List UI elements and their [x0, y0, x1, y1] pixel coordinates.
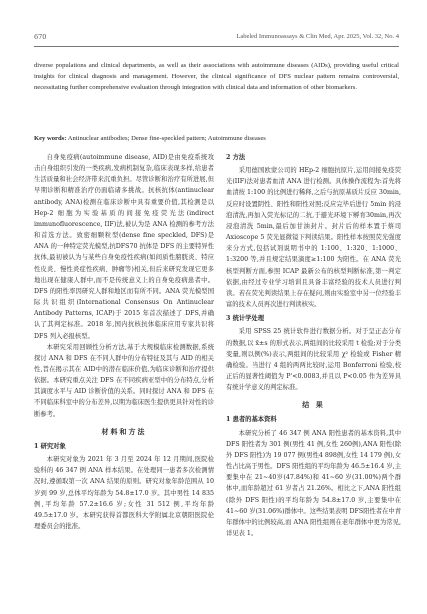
- section-title-methods: 材料和方法: [101, 426, 147, 436]
- keywords-text: Antinuclear antibodies; Dense fine-speckled pattern; Autoimmune diseases: [67, 135, 266, 142]
- statistics-paragraph: 采用 SPSS 25 统计软件进行数据分析。对于呈正态分布的数据,以 x̄±s 的形式表示,两组间的比较采用 t 检验;对于分类变量,则以例(%)表示,两组间的比较采用 χ² 检验或 Fisher 精确检验。当进行 4 组的两两比较时,运用 Bonferroni 检验,校正后的显著性阈值为 P'<0.0083,并且以 P<0.05 作为差异具有统计学意义的判定标准。: [226, 328, 401, 392]
- subsection-title-subjects: 1 研究对象: [34, 442, 66, 450]
- subsection-title-methods: 2 方法: [226, 154, 246, 161]
- subsection-title-statistics: 3 统计学处理: [226, 315, 265, 323]
- intro-paragraph-2: 本研究采用回顾性分析方法,基于大规模临床检测数据,系统探讨 ANA 和 DFS 在不同人群中的分布特征及其与 AID 的相关性,旨在揭示其在 AID中的潜在临床价值,为临床诊断和治疗提供依据。本研究重点关注 DFS 在不同疾病亚型中的分布特点,分析其滴度水平与 AID 诊断价值的关系。同时探讨 ANA 和 DFS 在不同临床科室中的分布差异,以期为临床医生提供更具针对性的诊断参考。: [34, 343, 214, 418]
- header-rule: [34, 46, 399, 47]
- subsection-title-patient-data: 1 患者的基本资料: [226, 416, 277, 424]
- journal-running-title: Labeled Immunoassays & Clin Med, Apr. 2025, Vol. 32, No. 4: [236, 33, 399, 40]
- right-column: [226, 152, 401, 539]
- page-header: [34, 33, 399, 45]
- section-title-results: 结 果: [302, 400, 325, 410]
- subjects-paragraph: 本研究对象为 2021 年 3 月至 2024 年 12 月期间,医院检验科的 46 347 例 ANA 样本结果。在处理同一患者多次检测情况时,遵循取第一次 ANA 结果的原则。研究对象年龄范围从 10 岁到 99 岁,总体平均年龄为 54.8±17.0 岁。其中男性 14 835例,平均年龄 57.2±16.6 岁;女性 31 512 例,平均年龄 49.5±17.0 岁。本研究获得首都医科大学附属北京朝阳医院伦理委员会的批准。: [34, 456, 214, 530]
- page-number: 670: [34, 33, 47, 41]
- abstract-english: diverse populations and clinical departments, as well as their associations with autoimmune diseases (AIDs), providing useful critical insights for clinical diagnosis and management. However, the clinical significance of DFS nuclear pattern remains controversial, necessitating further comprehensive evaluation through integration with clinical data and information of other biomarkers.: [34, 62, 399, 91]
- keywords: [34, 135, 399, 142]
- keywords-label: Key words:: [34, 135, 67, 142]
- methods-paragraph: 采用德国欧蒙公司的 HEp-2 细胞抗原片,运用间接免疫荧光(IIF)法对患者血清 ANA 进行检测。具体操作流程为:首先将血清按 1:100 的比例进行稀释,之后与抗原基质片反应 30min,反应时设置阴性、阳性和阳性对照;反应完毕后进行 5min 的浸泡清洗,再加入荧光标记的二抗,于避光环境下孵育30min,再次浸泡清洗 5min,最后加甘油封片。封片后的样本置于蔡司 Axioscope 5 荧光显微镜下判读结果。阳性样本按照荧光强度来分方式,包括试剂说明书中的 1:100、1:320、1:1000、1:3200 等,并且规定结果滴度≥1:100 为阳性。在 ANA 荧光核型判断方面,参照 ICAP 最新公布的核型判断标准,第一判定依据,由经过专业学习培训且具备丰富经验的技术人员进行判读。若在荧光判读结果上存在疑问,则由实验室中另一位经验丰富的技术人员再次进行判读核实。: [226, 167, 401, 309]
- intro-paragraph-1: 自身免疫病(autoimmune disease, AID)是由免疫系统攻击自身组织引发的一类疾病,发病机制复杂,临床表现多样,给患者生活质量和社会经济带来沉重负担。尽管诊断和治疗有所进展,但早期诊断和精准治疗仍面临诸多挑战。抗核抗体(antinuclear antibody, ANA)检测在临床诊断中具有重要价值,其检测是以 Hep-2 细胞为实验基质的间接免疫荧光法(indirect immunofluorescence, IIF)法,被认为是 ANA 检测的参考方法和首选方法。致密细颗粒型(dense fine speckled, DFS)是 ANA 的一种特定荧光模型,抗DFS70 抗体是 DFS 的主要特异性抗体,最初被认为与某些自身免疫性疾病(如间质性膀胱炎、特应性皮炎、慢性炎症性疾病、肿瘤等)相关,但后来研究发现它更多地出现在健康人群中,而不是传统意义上的自身免疫病患者中。DFS 的阳性率因研究人群和地区而有所不同。ANA 荧光模型国际共识组织(International Consensus On Antinuclear Antibody Patterns, ICAP)于 2015 年首次描述了 DFS,并确认了其判定标准。2018 年,国内抗核抗体临床应用专家共识将 DFS 列入必报核型。: [34, 154, 214, 340]
- patient-data-paragraph: 本研究分析了 46 347 例 ANA 阳性患者的基本资料,其中 DFS 阳性者为 301 例(男性 41 例,女性 260例),ANA 阳性(除外 DFS 阳性)为 19 077 例(男性4 898例,女性 14 179 例),女性占比高于男性。DFS 阳性组的平均年龄为 46.5±16.4 岁,主要集中在 21~40岁(47.84%)和 41~60 岁(31.00%)两个群体中,而年龄超过 61 岁者占 21.26%。相比之下,ANA 阳性组(除外 DFS 阳性)的平均年龄为 54.8±17.0 岁,主要集中在 41~60 岁(31.06%)群体中。这些结果表明 DFS阳性者在中青年群体中的比例较高,而 ANA 阳性组则在老年群体中更为常见,详见表 1。: [226, 429, 402, 537]
- left-column: [34, 152, 214, 532]
